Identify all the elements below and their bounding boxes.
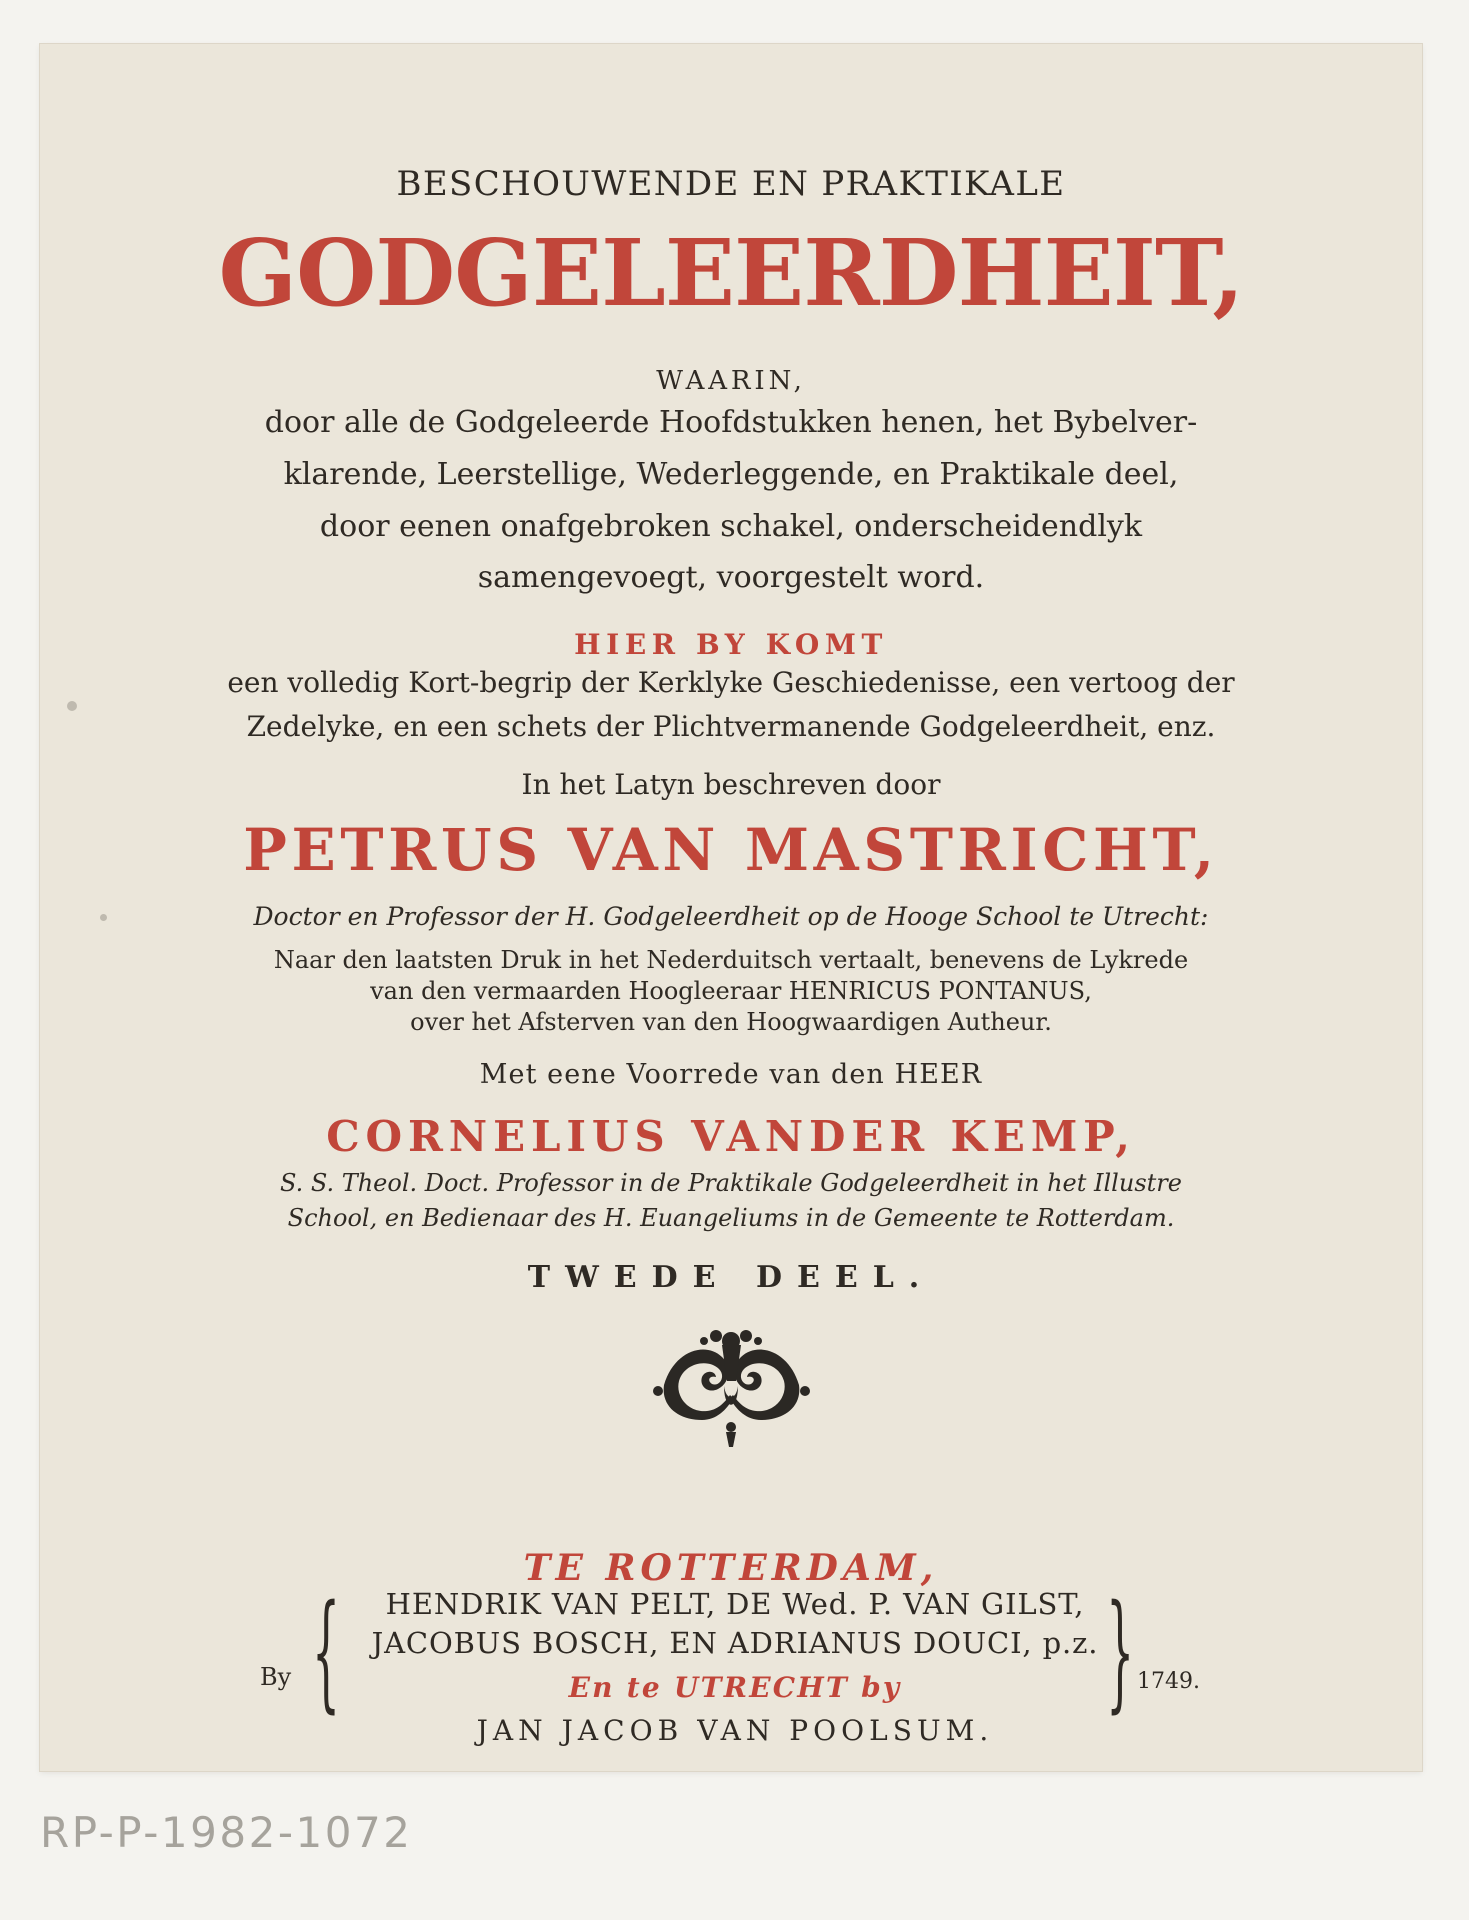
translation-line-1: Naar den laatsten Druk in het Nederduitsch vertaalt, benevens de Lykrede: [273, 946, 1189, 974]
addition-line-1: een volledig Kort-begrip der Kerklyke Geschiedenisse, een vertoog der: [227, 666, 1235, 699]
translation-line-3: over het Afsterven van den Hoogwaardigen Autheur.: [410, 1008, 1052, 1036]
hier-by-komt: HIER BY KOMT: [574, 628, 888, 661]
imprint-block: [260, 1578, 1200, 1757]
waarin-line: WAARIN,: [656, 366, 806, 396]
paper-stain: [67, 701, 77, 711]
author-name: PETRUS VAN MASTRICHT,: [243, 816, 1219, 884]
archive-stamp: RP-P-1982-1072: [40, 1808, 413, 1857]
right-brace-icon: }: [1105, 1578, 1134, 1725]
left-brace-icon: {: [312, 1578, 341, 1725]
description-line-2: klarende, Leerstellige, Wederleggende, en Praktikale deel,: [283, 457, 1179, 492]
description-line-1: door alle de Godgeleerde Hoofdstukken henen, het Bybelver-: [264, 405, 1198, 440]
paper-stain: [100, 914, 107, 921]
author-title: Doctor en Professor der H. Godgeleerdheit op de Hooge School te Utrecht:: [253, 902, 1209, 931]
utrecht-line: En te UTRECHT by: [568, 1671, 902, 1704]
imprint-year: 1749.: [1137, 1669, 1200, 1694]
volume-line: TWEDE DEEL.: [527, 1260, 935, 1295]
latin-line: In het Latyn beschreven door: [521, 768, 941, 801]
preface-line: Met eene Voorrede van den HEER: [479, 1059, 983, 1090]
printer-ornament-icon: [644, 1323, 819, 1451]
publisher-line-2: JACOBUS BOSCH, EN ADRIANUS DOUCI, p.z.: [371, 1626, 1099, 1660]
addition-line-2: Zedelyke, en een schets der Plichtvermanende Godgeleerdheit, enz.: [246, 710, 1216, 743]
publisher-line-1: HENDRIK VAN PELT, DE Wed. P. VAN GILST,: [385, 1587, 1085, 1621]
editor-title-line-2: School, en Bedienaar des H. Euangeliums in de Gemeente te Rotterdam.: [287, 1204, 1175, 1232]
imprint-city: TE ROTTERDAM,: [523, 1547, 939, 1589]
title-page: [40, 44, 1422, 1771]
description-line-3: door eenen onafgebroken schakel, onderscheidendlyk: [319, 509, 1143, 544]
translation-line-2: van den vermaarden Hoogleeraar HENRICUS PONTANUS,: [370, 977, 1092, 1005]
title-top-line: BESCHOUWENDE EN PRAKTIKALE: [396, 164, 1066, 204]
main-title: GODGELEERDHEIT,: [218, 219, 1244, 327]
description-line-4: samengevoegt, voorgestelt word.: [477, 560, 985, 595]
editor-title-line-1: S. S. Theol. Doct. Professor in de Praktikale Godgeleerdheit in het Illustre: [280, 1169, 1182, 1197]
editor-name: CORNELIUS VANDER KEMP,: [326, 1112, 1136, 1161]
imprint-by: By: [260, 1663, 292, 1691]
last-publisher-line: JAN JACOB VAN POOLSUM.: [476, 1714, 994, 1747]
